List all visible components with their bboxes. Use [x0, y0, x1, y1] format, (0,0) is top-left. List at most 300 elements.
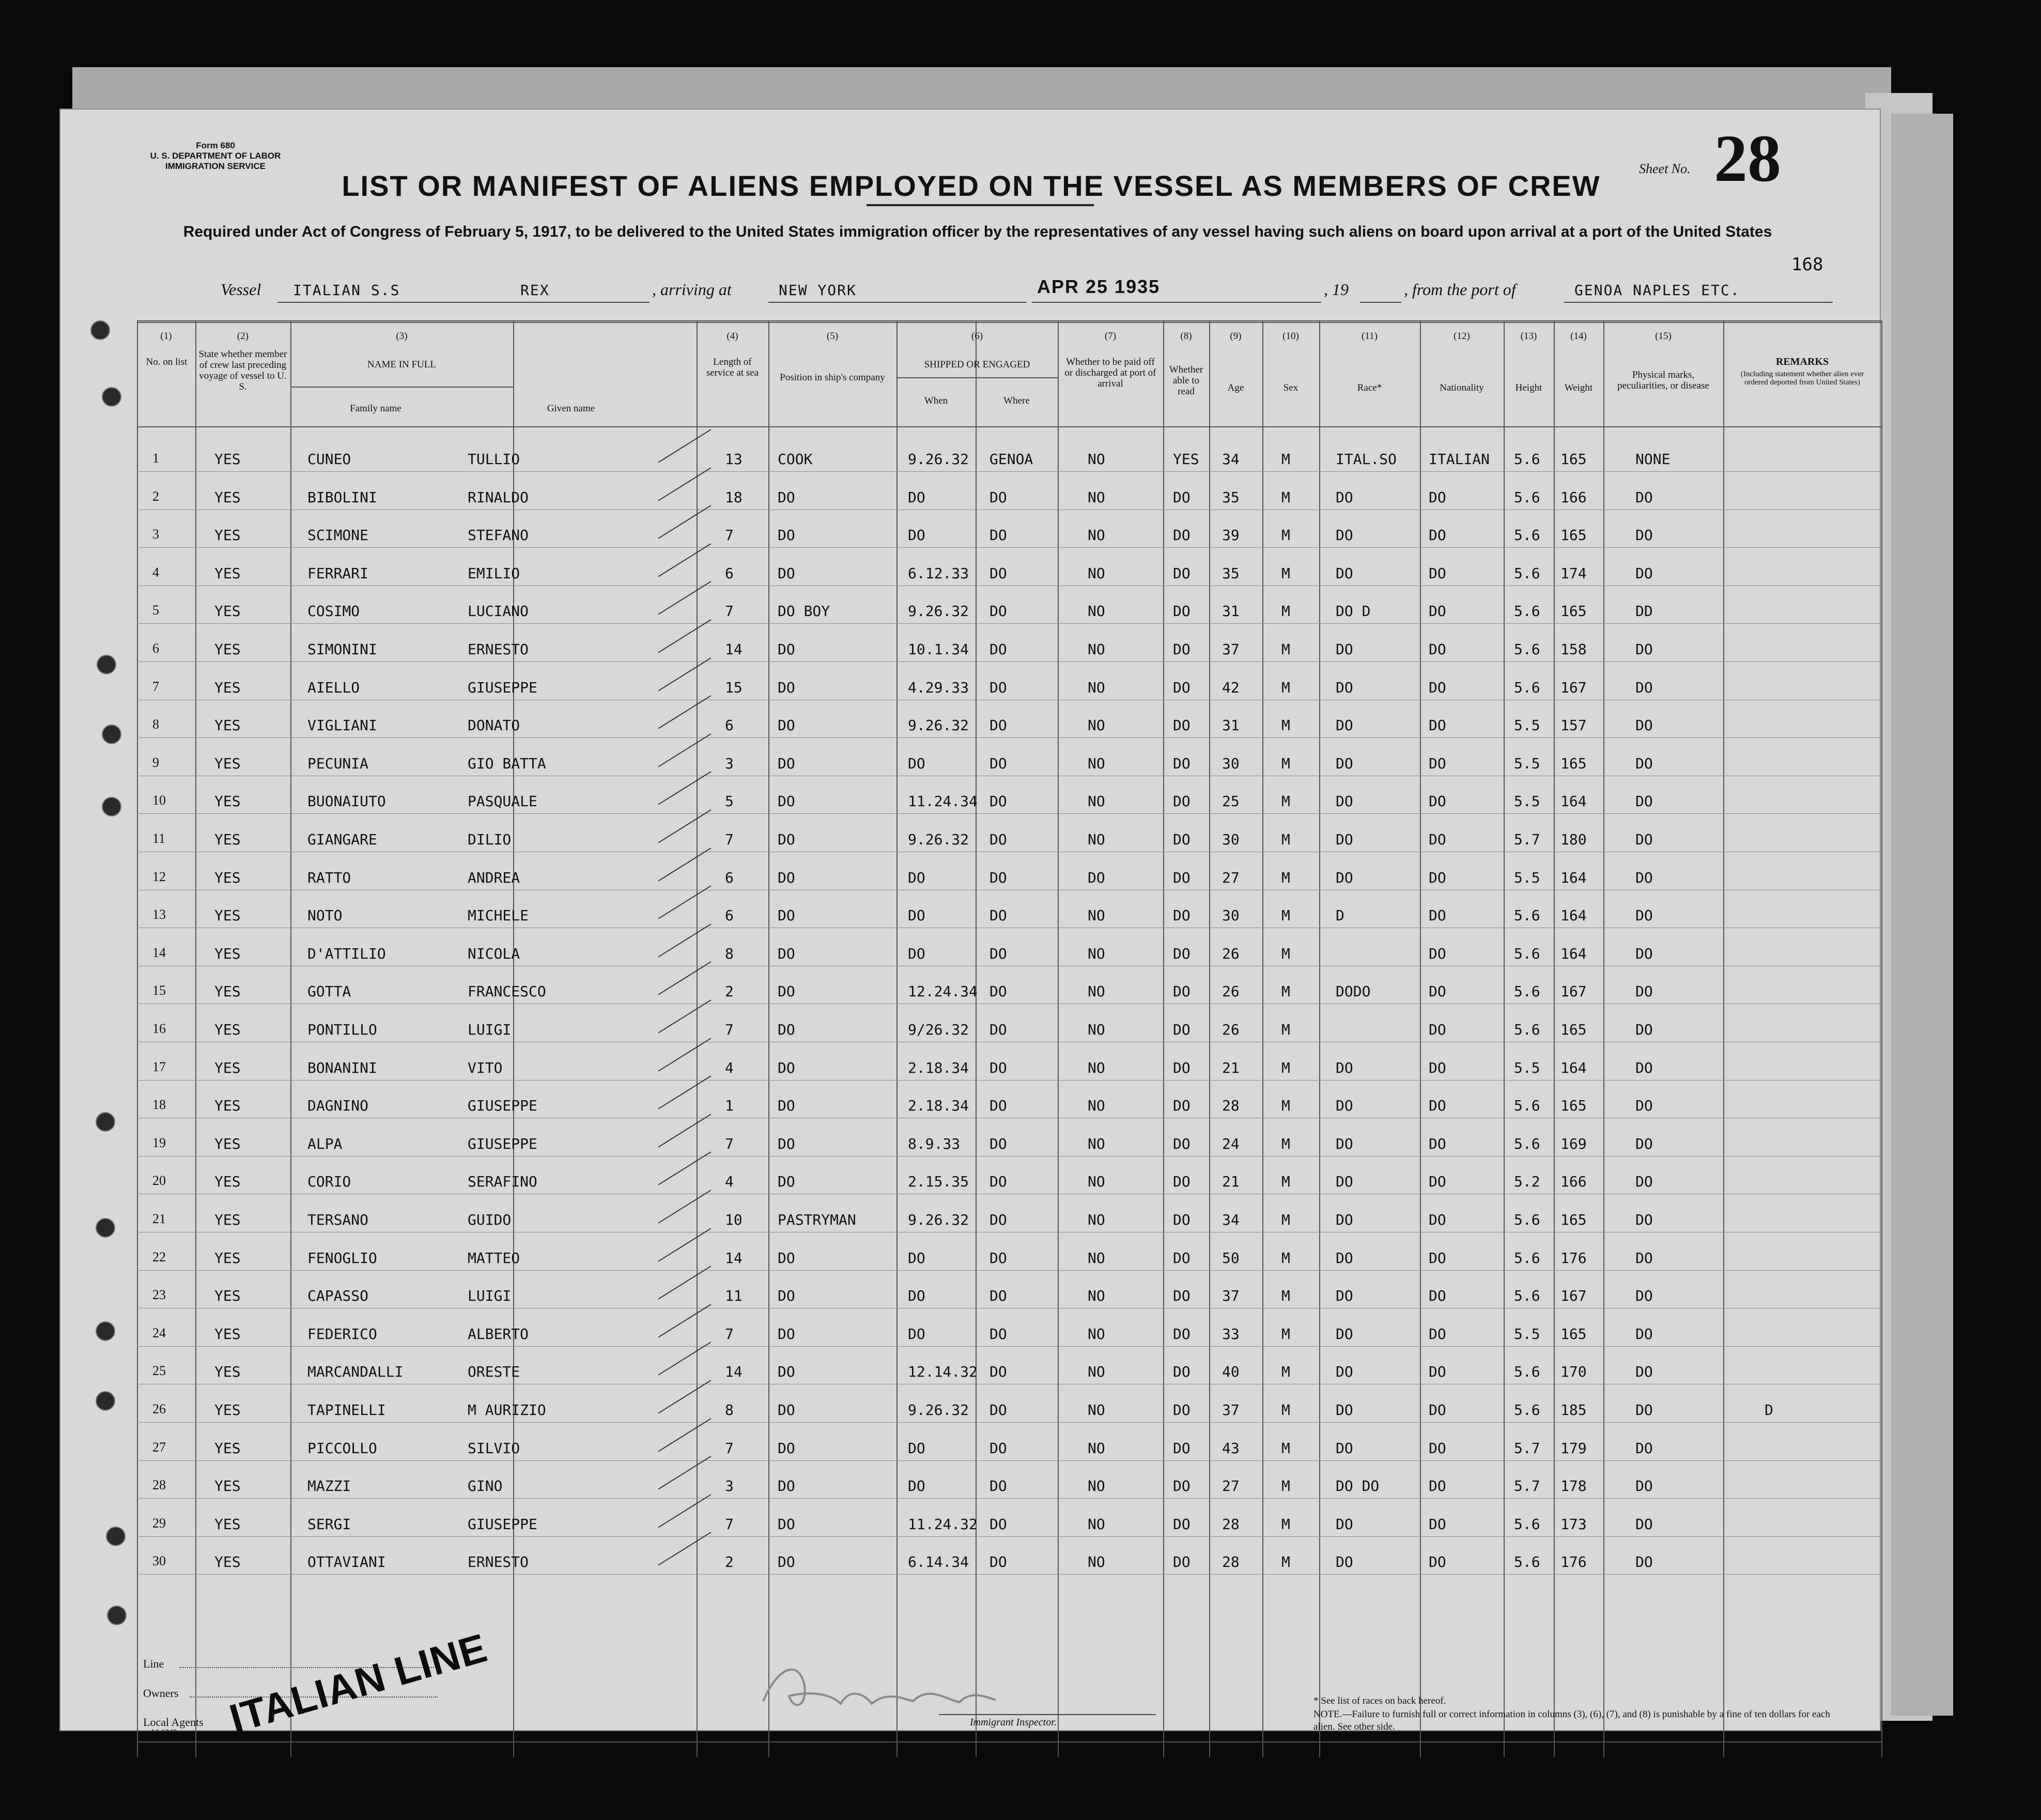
age: 30: [1222, 907, 1240, 924]
weight: 158: [1560, 641, 1587, 658]
length-of-service: 3: [725, 1477, 734, 1495]
shipped-where: DO: [989, 488, 1007, 506]
weight: 165: [1560, 1021, 1587, 1038]
position: DO: [778, 831, 795, 848]
shipped-when: 11.24.32: [908, 1515, 978, 1533]
position: DO: [778, 1173, 795, 1191]
able-to-read: DO: [1173, 488, 1190, 506]
paid-off: DO: [1088, 869, 1105, 886]
weight: 180: [1560, 831, 1587, 848]
position: DO: [778, 527, 795, 544]
year-label: , 19: [1324, 280, 1349, 299]
shipped-where: DO: [989, 1439, 1007, 1457]
weight: 164: [1560, 945, 1587, 962]
height: 5.6: [1514, 1097, 1540, 1115]
member-last-voyage: YES: [214, 1021, 241, 1038]
shipped-when: 4.29.33: [908, 678, 969, 696]
given-name: ALBERTO: [468, 1325, 529, 1343]
weight: 174: [1560, 564, 1587, 582]
table-row: [137, 554, 1882, 592]
able-to-read: DO: [1173, 1515, 1190, 1533]
height: 5.7: [1514, 1477, 1540, 1495]
shipped-where: DO: [989, 1135, 1007, 1152]
family-name: VIGLIANI: [307, 717, 377, 734]
family-name: MAZZI: [307, 1477, 351, 1495]
family-name: MARCANDALLI: [307, 1363, 404, 1381]
weight: 164: [1560, 907, 1587, 924]
shipped-where: DO: [989, 945, 1007, 962]
owners-label: Owners: [143, 1687, 179, 1700]
shipped-when: DO: [908, 945, 925, 962]
sex: M: [1281, 1363, 1290, 1381]
position: DO: [778, 1287, 795, 1305]
sex: M: [1281, 1553, 1290, 1571]
member-last-voyage: YES: [214, 1325, 241, 1343]
age: 28: [1222, 1553, 1240, 1571]
col-num-3: (3): [396, 331, 408, 342]
weight: 169: [1560, 1135, 1587, 1152]
paid-off: NO: [1088, 907, 1105, 924]
crew-table: [137, 320, 1882, 1757]
given-name: GIUSEPPE: [468, 678, 537, 696]
member-last-voyage: YES: [214, 527, 241, 544]
family-name: TAPINELLI: [307, 1401, 386, 1418]
member-last-voyage: YES: [214, 1553, 241, 1571]
race: DO: [1336, 1553, 1353, 1571]
race: DO: [1336, 1515, 1353, 1533]
table-row: [137, 1087, 1882, 1124]
sex: M: [1281, 1477, 1290, 1495]
given-name: ORESTE: [468, 1363, 520, 1381]
position: DO: [778, 1097, 795, 1115]
row-number: 29: [152, 1515, 166, 1531]
race: DO: [1336, 831, 1353, 848]
family-name: CORIO: [307, 1173, 351, 1191]
row-number: 25: [152, 1363, 166, 1379]
row-number: 23: [152, 1287, 166, 1303]
table-row: [137, 782, 1882, 820]
header-weight: Weight: [1564, 382, 1593, 393]
physical-marks: DO: [1635, 641, 1653, 658]
able-to-read: DO: [1173, 1401, 1190, 1418]
shipped-when: 9.26.32: [908, 603, 969, 620]
header-height: Height: [1515, 382, 1542, 393]
given-name: M AURIZIO: [468, 1401, 546, 1418]
able-to-read: DO: [1173, 527, 1190, 544]
shipped-where: DO: [989, 907, 1007, 924]
header-sex: Sex: [1283, 382, 1298, 393]
paid-off: NO: [1088, 564, 1105, 582]
age: 30: [1222, 831, 1240, 848]
paid-off: NO: [1088, 1553, 1105, 1571]
age: 35: [1222, 564, 1240, 582]
height: 5.5: [1514, 869, 1540, 886]
member-last-voyage: YES: [214, 983, 241, 1000]
position: DO: [778, 1363, 795, 1381]
member-last-voyage: YES: [214, 831, 241, 848]
given-name: EMILIO: [468, 564, 520, 582]
shipped-where: DO: [989, 641, 1007, 658]
header-remarks: REMARKS: [1775, 356, 1829, 367]
sex: M: [1281, 869, 1290, 886]
paid-off: NO: [1088, 1211, 1105, 1228]
nationality: DO: [1429, 1249, 1446, 1267]
length-of-service: 2: [725, 1553, 734, 1571]
height: 5.2: [1514, 1173, 1540, 1191]
weight: 164: [1560, 1059, 1587, 1076]
position: DO: [778, 1477, 795, 1495]
nationality: DO: [1429, 869, 1446, 886]
table-row: [137, 516, 1882, 553]
shipped-where: DO: [989, 1173, 1007, 1191]
shipped-when: 9.26.32: [908, 1401, 969, 1418]
shipped-when: 12.24.34: [908, 983, 978, 1000]
physical-marks: DO: [1635, 1211, 1653, 1228]
nationality: DO: [1429, 1021, 1446, 1038]
page-count: 168: [1791, 254, 1823, 275]
race: DO: [1336, 1325, 1353, 1343]
italian-line-stamp: ITALIAN LINE: [224, 1624, 492, 1742]
height: 5.6: [1514, 1021, 1540, 1038]
member-last-voyage: YES: [214, 945, 241, 962]
header-shipped-or-engaged: SHIPPED OR ENGAGED: [924, 359, 1030, 370]
given-name: ERNESTO: [468, 1553, 529, 1571]
height: 5.6: [1514, 1515, 1540, 1533]
given-name: LUCIANO: [468, 603, 529, 620]
sex: M: [1281, 641, 1290, 658]
age: 37: [1222, 1401, 1240, 1418]
position: PASTRYMAN: [778, 1211, 856, 1228]
shipped-where: DO: [989, 1325, 1007, 1343]
race: DO: [1336, 1173, 1353, 1191]
race: DO: [1336, 1363, 1353, 1381]
shipped-when: DO: [908, 488, 925, 506]
check-tick: [658, 429, 712, 462]
race: DO: [1336, 1097, 1353, 1115]
able-to-read: DO: [1173, 641, 1190, 658]
height: 5.6: [1514, 527, 1540, 544]
member-last-voyage: YES: [214, 1401, 241, 1418]
nationality: DO: [1429, 1059, 1446, 1076]
able-to-read: DO: [1173, 1553, 1190, 1571]
nationality: DO: [1429, 1173, 1446, 1191]
physical-marks: DO: [1635, 527, 1653, 544]
table-row: [137, 1543, 1882, 1580]
weight: 165: [1560, 754, 1587, 772]
paid-off: NO: [1088, 1325, 1105, 1343]
height: 5.7: [1514, 1439, 1540, 1457]
physical-marks: DO: [1635, 945, 1653, 962]
race: DO: [1336, 1211, 1353, 1228]
sex: M: [1281, 1249, 1290, 1267]
race: DO: [1336, 869, 1353, 886]
given-name: GIUSEPPE: [468, 1515, 537, 1533]
age: 34: [1222, 1211, 1240, 1228]
race: DO: [1336, 1287, 1353, 1305]
given-name: LUIGI: [468, 1287, 512, 1305]
weight: 165: [1560, 451, 1587, 468]
shipped-where: DO: [989, 1515, 1007, 1533]
table-row: [137, 859, 1882, 896]
given-name: ERNESTO: [468, 641, 529, 658]
age: 31: [1222, 717, 1240, 734]
given-name: FRANCESCO: [468, 983, 546, 1000]
physical-marks: DO: [1635, 1325, 1653, 1343]
member-last-voyage: YES: [214, 717, 241, 734]
family-name: AIELLO: [307, 678, 360, 696]
family-name: COSIMO: [307, 603, 360, 620]
position: DO: [778, 1135, 795, 1152]
age: 39: [1222, 527, 1240, 544]
shipped-when: DO: [908, 1287, 925, 1305]
able-to-read: DO: [1173, 907, 1190, 924]
nationality: DO: [1429, 1211, 1446, 1228]
physical-marks: DO: [1635, 907, 1653, 924]
arriving-label: , arriving at: [652, 280, 732, 299]
position: DO: [778, 983, 795, 1000]
shipped-when: 2.15.35: [908, 1173, 969, 1191]
height: 5.6: [1514, 678, 1540, 696]
member-last-voyage: YES: [214, 1059, 241, 1076]
length-of-service: 4: [725, 1173, 734, 1191]
paid-off: NO: [1088, 945, 1105, 962]
paid-off: NO: [1088, 754, 1105, 772]
sex: M: [1281, 1211, 1290, 1228]
member-last-voyage: YES: [214, 678, 241, 696]
shipped-when: DO: [908, 1249, 925, 1267]
length-of-service: 7: [725, 1325, 734, 1343]
age: 26: [1222, 1021, 1240, 1038]
table-row: [137, 1201, 1882, 1238]
paid-off: NO: [1088, 1515, 1105, 1533]
department: U. S. DEPARTMENT OF LABOR: [150, 151, 281, 161]
physical-marks: NONE: [1635, 451, 1671, 468]
given-name: SILVIO: [468, 1439, 520, 1457]
table-row: [137, 669, 1882, 706]
col-num-13: (13): [1520, 331, 1537, 342]
nationality: DO: [1429, 983, 1446, 1000]
position: DO: [778, 1021, 795, 1038]
punch-hole: [96, 1218, 115, 1238]
race: DO: [1336, 1135, 1353, 1152]
age: 34: [1222, 451, 1240, 468]
age: 28: [1222, 1515, 1240, 1533]
nationality: ITALIAN: [1429, 451, 1490, 468]
sex: M: [1281, 1439, 1290, 1457]
punch-hole: [96, 1321, 115, 1341]
shipped-when: DO: [908, 1477, 925, 1495]
sex: M: [1281, 983, 1290, 1000]
family-name: SIMONINI: [307, 641, 377, 658]
member-last-voyage: YES: [214, 564, 241, 582]
nationality: DO: [1429, 717, 1446, 734]
age: 33: [1222, 1325, 1240, 1343]
height: 5.6: [1514, 1211, 1540, 1228]
family-name: PICCOLLO: [307, 1439, 377, 1457]
member-last-voyage: YES: [214, 1439, 241, 1457]
shipped-when: 10.1.34: [908, 641, 969, 658]
header-name-in-full: NAME IN FULL: [367, 359, 436, 370]
sex: M: [1281, 1173, 1290, 1191]
member-last-voyage: YES: [214, 603, 241, 620]
family-name: BONANINI: [307, 1059, 377, 1076]
backing-sheet-edge: [1891, 114, 1953, 1716]
shipped-where: DO: [989, 1287, 1007, 1305]
length-of-service: 6: [725, 907, 734, 924]
sex: M: [1281, 1021, 1290, 1038]
paid-off: NO: [1088, 1059, 1105, 1076]
row-number: 15: [152, 983, 166, 998]
able-to-read: DO: [1173, 945, 1190, 962]
able-to-read: DO: [1173, 869, 1190, 886]
vessel-line: [221, 276, 1848, 306]
ship-name: REX: [520, 282, 550, 299]
given-name: TULLIO: [468, 451, 520, 468]
family-name: NOTO: [307, 907, 343, 924]
nationality: DO: [1429, 907, 1446, 924]
sex: M: [1281, 564, 1290, 582]
sex: M: [1281, 717, 1290, 734]
race: DO: [1336, 754, 1353, 772]
family-name: SCIMONE: [307, 527, 369, 544]
punch-hole: [96, 1391, 115, 1411]
given-name: DONATO: [468, 717, 520, 734]
able-to-read: DO: [1173, 1363, 1190, 1381]
age: 24: [1222, 1135, 1240, 1152]
row-number: 10: [152, 793, 166, 808]
length-of-service: 7: [725, 527, 734, 544]
height: 5.6: [1514, 1135, 1540, 1152]
length-of-service: 15: [725, 678, 743, 696]
length-of-service: 5: [725, 793, 734, 810]
physical-marks: DO: [1635, 831, 1653, 848]
height: 5.6: [1514, 1553, 1540, 1571]
given-name: SERAFINO: [468, 1173, 537, 1191]
given-name: GIO BATTA: [468, 754, 546, 772]
age: 30: [1222, 754, 1240, 772]
family-name: ALPA: [307, 1135, 343, 1152]
shipped-when: DO: [908, 754, 925, 772]
length-of-service: 3: [725, 754, 734, 772]
position: DO: [778, 1059, 795, 1076]
height: 5.5: [1514, 717, 1540, 734]
sex: M: [1281, 451, 1290, 468]
title-underline: [867, 204, 1094, 206]
paid-off: NO: [1088, 1287, 1105, 1305]
col-num-6: (6): [971, 331, 983, 342]
position: DO: [778, 945, 795, 962]
given-name: ANDREA: [468, 869, 520, 886]
paid-off: NO: [1088, 451, 1105, 468]
from-label: , from the port of: [1404, 280, 1516, 299]
weight: 178: [1560, 1477, 1587, 1495]
member-last-voyage: YES: [214, 1173, 241, 1191]
race: ITAL.SO: [1336, 451, 1397, 468]
given-name: GINO: [468, 1477, 503, 1495]
length-of-service: 4: [725, 1059, 734, 1076]
row-number: 30: [152, 1553, 166, 1569]
nationality: DO: [1429, 1439, 1446, 1457]
length-of-service: 7: [725, 603, 734, 620]
col-num-5: (5): [826, 331, 839, 342]
paid-off: NO: [1088, 1021, 1105, 1038]
paid-off: NO: [1088, 831, 1105, 848]
physical-marks: DO: [1635, 678, 1653, 696]
given-name: MICHELE: [468, 907, 529, 924]
sex: M: [1281, 1287, 1290, 1305]
member-last-voyage: YES: [214, 641, 241, 658]
sex: M: [1281, 831, 1290, 848]
punch-hole: [102, 797, 121, 816]
member-last-voyage: YES: [214, 451, 241, 468]
given-name: GIUSEPPE: [468, 1135, 537, 1152]
shipped-when: DO: [908, 1325, 925, 1343]
family-name: RATTO: [307, 869, 351, 886]
row-number: 22: [152, 1249, 166, 1264]
position: DO: [778, 564, 795, 582]
row-number: 21: [152, 1211, 166, 1226]
age: 37: [1222, 641, 1240, 658]
age: 27: [1222, 1477, 1240, 1495]
member-last-voyage: YES: [214, 488, 241, 506]
shipped-when: 8.9.33: [908, 1135, 961, 1152]
shipped-where: DO: [989, 1249, 1007, 1267]
shipped-when: 9/26.32: [908, 1021, 969, 1038]
shipped-where: DO: [989, 1363, 1007, 1381]
height: 5.5: [1514, 1059, 1540, 1076]
table-row: [137, 1049, 1882, 1086]
height: 5.6: [1514, 451, 1540, 468]
shipped-when: 2.18.34: [908, 1097, 969, 1115]
header-when: When: [924, 395, 948, 406]
header-physical-marks: Physical marks, peculiarities, or disease: [1617, 369, 1709, 391]
shipped-where: DO: [989, 831, 1007, 848]
able-to-read: YES: [1173, 451, 1199, 468]
nationality: DO: [1429, 945, 1446, 962]
form-number: Form 680: [196, 141, 235, 150]
row-number: 4: [152, 564, 159, 580]
member-last-voyage: YES: [214, 793, 241, 810]
able-to-read: DO: [1173, 717, 1190, 734]
paid-off: NO: [1088, 983, 1105, 1000]
given-name: GIUSEPPE: [468, 1097, 537, 1115]
col-num-1: (1): [160, 331, 172, 342]
able-to-read: DO: [1173, 983, 1190, 1000]
shipped-when: 9.26.32: [908, 451, 969, 468]
row-number: 26: [152, 1401, 166, 1416]
height: 5.6: [1514, 1401, 1540, 1418]
shipped-where: DO: [989, 564, 1007, 582]
physical-marks: DO: [1635, 488, 1653, 506]
able-to-read: DO: [1173, 831, 1190, 848]
position: DO: [778, 1325, 795, 1343]
sheet-number-label: Sheet No.: [1639, 161, 1691, 176]
given-name: LUIGI: [468, 1021, 512, 1038]
paid-off: NO: [1088, 603, 1105, 620]
height: 5.6: [1514, 983, 1540, 1000]
race: DO: [1336, 1249, 1353, 1267]
physical-marks: DO: [1635, 983, 1653, 1000]
position: DO: [778, 1515, 795, 1533]
race: DO: [1336, 488, 1353, 506]
table-row: [137, 706, 1882, 744]
shipped-where: DO: [989, 527, 1007, 544]
shipped-where: DO: [989, 678, 1007, 696]
table-row: [137, 479, 1882, 516]
table-row: [137, 1125, 1882, 1162]
length-of-service: 13: [725, 451, 743, 468]
paid-off: NO: [1088, 1173, 1105, 1191]
